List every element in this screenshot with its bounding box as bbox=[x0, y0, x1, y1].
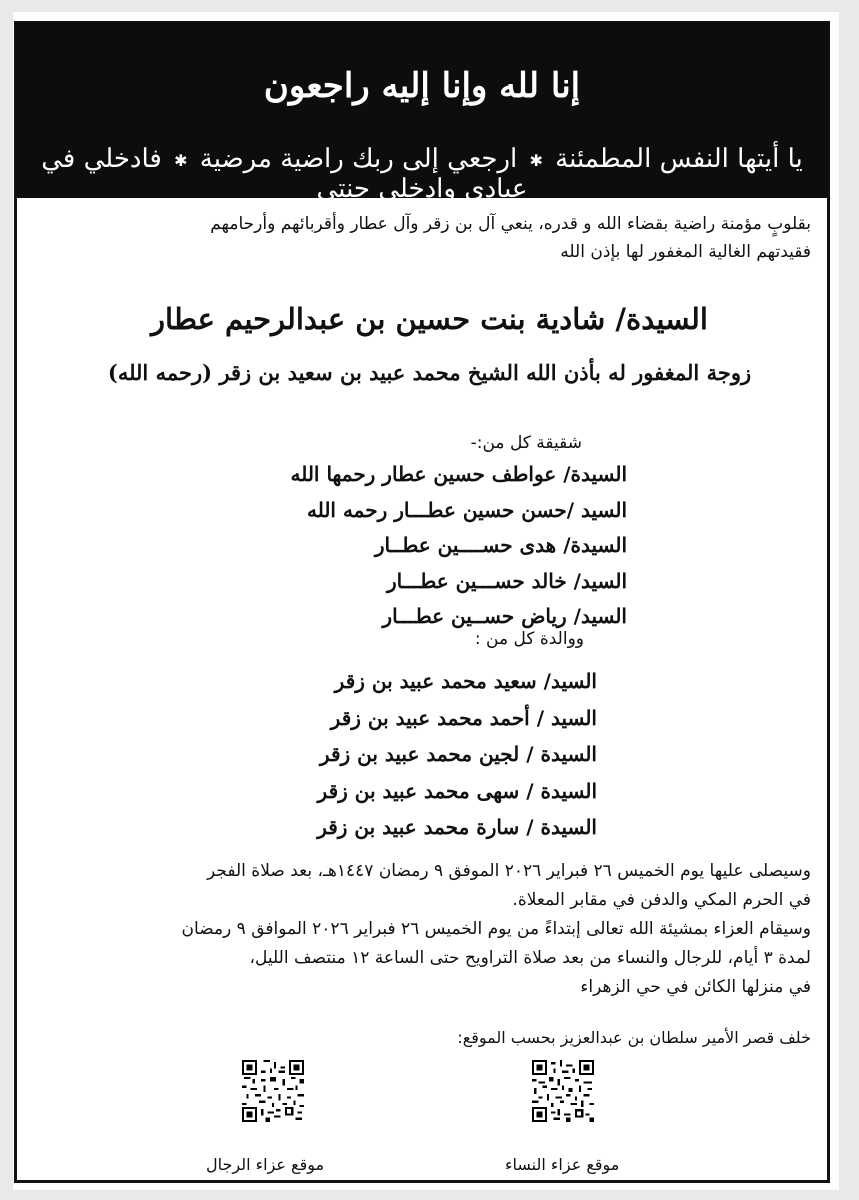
women-location-qr-code[interactable] bbox=[532, 1060, 594, 1122]
verse-part-1: يا أيتها النفس المطمئنة bbox=[555, 144, 803, 174]
verse-bottom bbox=[16, 144, 828, 204]
sibling-name: السيد/ رياض حســين عطـــار bbox=[382, 604, 627, 628]
child-name: السيدة / لجين محمد عبيد بن زقر bbox=[319, 742, 597, 766]
men-location-qr-code[interactable] bbox=[242, 1060, 304, 1122]
details-line: وسيصلى عليها يوم الخميس ٢٦ فبراير ٢٠٢٦ الموفق ٩ رمضان ١٤٤٧هـ، بعد صلاة الفجر bbox=[207, 861, 811, 881]
sibling-name: السيدة/ عواطف حسين عطار رحمها الله bbox=[290, 462, 627, 486]
details-line: في الحرم المكي والدفن في مقابر المعلاة. bbox=[512, 890, 811, 910]
children-heading: ووالدة كل من : bbox=[474, 629, 584, 649]
siblings-list bbox=[290, 457, 627, 635]
details-line: في منزلها الكائن في حي الزهراء bbox=[580, 977, 811, 997]
children-list bbox=[317, 663, 597, 846]
intro-line: فقيدتهم الغالية المغفور لها بإذن الله bbox=[560, 242, 811, 262]
child-name: السيدة / سهى محمد عبيد بن زقر bbox=[317, 778, 597, 803]
sibling-name: السيد /حسن حسين عطـــار رحمه الله bbox=[306, 497, 627, 522]
verse-top: إنا لله وإنا إليه راجعون bbox=[263, 66, 581, 106]
men-location-label: موقع عزاء الرجال bbox=[206, 1155, 325, 1174]
intro-line: بقلوبٍ مؤمنة راضية بقضاء الله و قدره، ينعي آل بن زقر وآل عطار وأقربائهم وأرحامهم bbox=[210, 214, 811, 234]
child-name: السيد/ سعيد محمد عبيد بن زقر bbox=[334, 669, 597, 693]
intro-paragraph bbox=[51, 210, 811, 266]
star-ornament-icon: ✱ bbox=[529, 150, 543, 170]
location-label: خلف قصر الأمير سلطان بن عبدالعزيز بحسب الموقع: bbox=[457, 1028, 811, 1047]
details-line: وسيقام العزاء بمشيئة الله تعالى إبتداءً من يوم الخميس ٢٦ فبراير ٢٠٢٦ الموافق ٩ رمضان bbox=[181, 919, 811, 939]
verse-banner bbox=[16, 22, 828, 204]
star-ornament-icon: ✱ bbox=[174, 150, 188, 170]
sibling-name: السيدة/ هدى حســــين عطــار bbox=[374, 533, 627, 557]
deceased-name: السيدة/ شادية بنت حسين بن عبدالرحيم عطار bbox=[151, 302, 708, 336]
women-location-label: موقع عزاء النساء bbox=[505, 1155, 620, 1174]
sibling-name: السيد/ خالد حســـين عطـــار bbox=[387, 568, 627, 593]
child-name: السيد / أحمد محمد عبيد بن زقر bbox=[330, 705, 597, 730]
siblings-heading: شقيقة كل من:- bbox=[470, 433, 582, 453]
verse-part-3: فادخلي في عبادي وادخلي جنتي bbox=[41, 144, 528, 204]
verse-part-2: ارجعي إلى ربك راضية مرضية bbox=[199, 144, 518, 174]
child-name: السيدة / سارة محمد عبيد بن زقر bbox=[317, 815, 597, 839]
funeral-details bbox=[31, 857, 811, 1002]
husband-line: زوجة المغفور له بأذن الله الشيخ محمد عبيد بن سعيد بن زقر (رحمه الله) bbox=[107, 360, 752, 385]
details-line: لمدة ٣ أيام، للرجال والنساء من بعد صلاة التراويح حتى الساعة ١٢ منتصف الليل، bbox=[249, 948, 811, 968]
